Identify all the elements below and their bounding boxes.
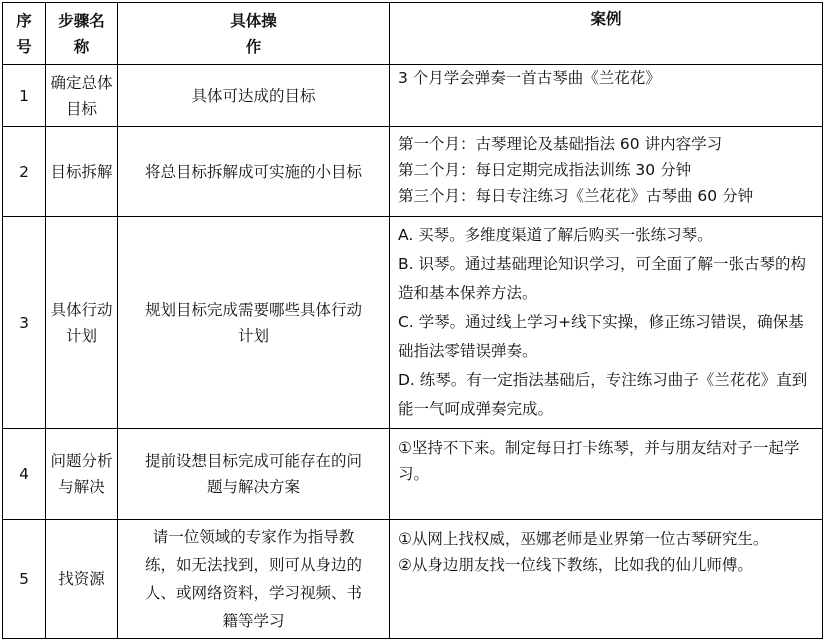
case-line: A. 买琴。多维度渠道了解后购买一张练习琴。 bbox=[398, 226, 713, 244]
case-detail bbox=[390, 127, 823, 217]
table-row bbox=[3, 429, 823, 520]
step-name: 具体行动计划 bbox=[46, 217, 118, 429]
table-row bbox=[3, 217, 823, 429]
header-case: 案例 bbox=[390, 3, 823, 65]
case-line: ②从身边朋友找一位线下教练，比如我的仙儿师傅。 bbox=[398, 556, 753, 574]
header-row bbox=[3, 3, 823, 65]
action-detail: 请一位领域的专家作为指导教练，如无法找到，则可从身边的人、或网络资料，学习视频、书籍等学习 bbox=[118, 520, 390, 639]
table-row bbox=[3, 127, 823, 217]
step-name: 问题分析与解决 bbox=[46, 429, 118, 520]
row-number: 1 bbox=[3, 65, 46, 127]
case-line: ①从网上找权威，巫娜老师是业界第一位古琴研究生。 bbox=[398, 530, 769, 548]
case-detail bbox=[390, 217, 823, 429]
case-line: 第三个月：每日专注练习《兰花花》古琴曲 60 分钟 bbox=[398, 187, 754, 205]
action-detail: 将总目标拆解成可实施的小目标 bbox=[118, 127, 390, 217]
action-detail: 具体可达成的目标 bbox=[118, 65, 390, 127]
row-number: 4 bbox=[3, 429, 46, 520]
row-number: 5 bbox=[3, 520, 46, 639]
case-detail bbox=[390, 520, 823, 639]
table-row bbox=[3, 65, 823, 127]
header-no: 序号 bbox=[3, 3, 46, 65]
case-line: 第二个月：每日定期完成指法训练 30 分钟 bbox=[398, 161, 692, 179]
action-detail: 规划目标完成需要哪些具体行动计划 bbox=[118, 217, 390, 429]
case-line: 第一个月：古琴理论及基础指法 60 讲内容学习 bbox=[398, 135, 723, 153]
action-detail: 提前设想目标完成可能存在的问题与解决方案 bbox=[118, 429, 390, 520]
case-line: ①坚持不下来。制定每日打卡练琴，并与朋友结对子一起学习。 bbox=[398, 439, 800, 483]
case-line: 3 个月学会弹奏一首古琴曲《兰花花》 bbox=[398, 69, 661, 87]
step-name: 找资源 bbox=[46, 520, 118, 639]
step-name: 确定总体目标 bbox=[46, 65, 118, 127]
table-row bbox=[3, 520, 823, 639]
step-name: 目标拆解 bbox=[46, 127, 118, 217]
row-number: 3 bbox=[3, 217, 46, 429]
case-detail bbox=[390, 429, 823, 520]
case-line: C. 学琴。通过线上学习+线下实操，修正练习错误，确保基础指法零错误弹奏。 bbox=[398, 313, 804, 360]
row-number: 2 bbox=[3, 127, 46, 217]
case-line: D. 练琴。有一定指法基础后，专注练习曲子《兰花花》直到能一气呵成弹奏完成。 bbox=[398, 371, 808, 418]
header-action: 具体操作 bbox=[118, 3, 390, 65]
goal-plan-table bbox=[2, 2, 823, 639]
case-line: B. 识琴。通过基础理论知识学习，可全面了解一张古琴的构造和基本保养方法。 bbox=[398, 255, 806, 302]
header-step: 步骤名称 bbox=[46, 3, 118, 65]
case-detail bbox=[390, 65, 823, 127]
